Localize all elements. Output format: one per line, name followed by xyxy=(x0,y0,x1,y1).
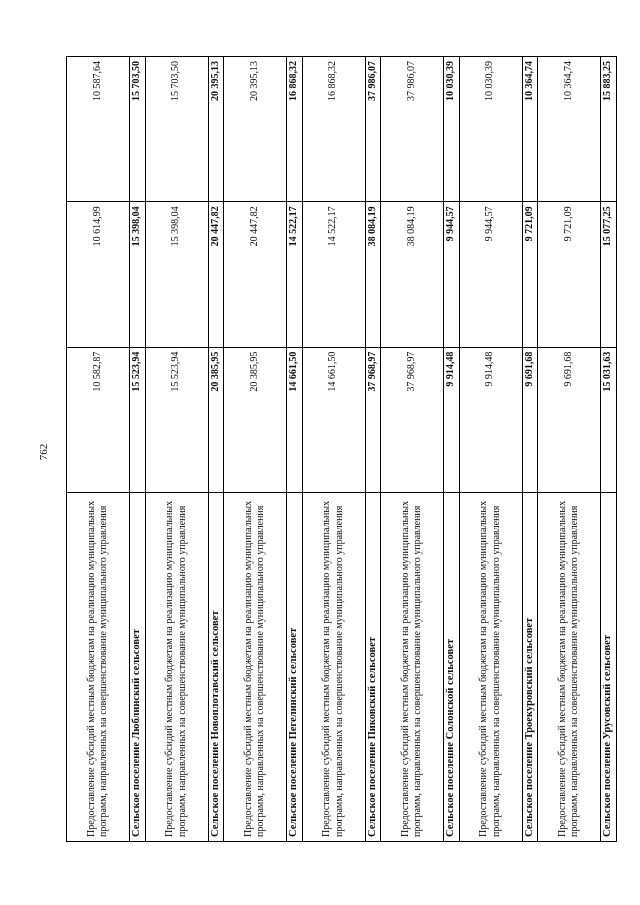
value-2025-cell: 14 522,17 xyxy=(302,202,365,347)
row-name-cell: Предоставление субсидий местным бюджетам на реализацию муниципальных программ, направленных на совершенствование муниципального управления xyxy=(67,493,130,842)
budget-table-rotated xyxy=(66,56,613,842)
value-2025-cell: 38 084,19 xyxy=(381,202,444,347)
value-2026-cell: 10 587,64 xyxy=(67,57,130,202)
value-2026-cell: 20 395,13 xyxy=(224,57,287,202)
settlement-title-row xyxy=(365,57,381,842)
value-2024-cell: 9 691,68 xyxy=(522,347,538,492)
value-2025-cell: 10 614,99 xyxy=(67,202,130,347)
row-name-cell: Предоставление субсидий местным бюджетам на реализацию муниципальных программ, направленных на совершенствование муниципального управления xyxy=(224,493,287,842)
settlement-title-row xyxy=(444,57,460,842)
value-2024-cell: 15 031,63 xyxy=(601,347,617,492)
settlement-title-row xyxy=(130,57,146,842)
subsidy-row xyxy=(145,57,208,842)
settlement-title-row xyxy=(287,57,303,842)
subsidy-row xyxy=(538,57,601,842)
value-2026-cell: 20 395,13 xyxy=(208,57,224,202)
value-2024-cell: 9 914,48 xyxy=(459,347,522,492)
row-name-cell: Сельское поселение Новоплотавский сельсовет xyxy=(208,493,224,842)
value-2026-cell: 15 703,50 xyxy=(130,57,146,202)
subsidy-row xyxy=(302,57,365,842)
row-name-cell: Сельское поселение Пиковский сельсовет xyxy=(365,493,381,842)
value-2026-cell: 37 986,07 xyxy=(365,57,381,202)
value-2026-cell: 10 030,39 xyxy=(444,57,460,202)
row-name-cell: Предоставление субсидий местным бюджетам на реализацию муниципальных программ, направленных на совершенствование муниципального управления xyxy=(381,493,444,842)
row-name-cell: Предоставление субсидий местным бюджетам на реализацию муниципальных программ, направленных на совершенствование муниципального управления xyxy=(538,493,601,842)
value-2025-cell: 20 447,82 xyxy=(208,202,224,347)
subsidy-row xyxy=(459,57,522,842)
value-2024-cell: 37 968,97 xyxy=(381,347,444,492)
subsidy-row xyxy=(224,57,287,842)
row-name-cell: Сельское поселение Солонской сельсовет xyxy=(444,493,460,842)
value-2024-cell: 15 523,94 xyxy=(145,347,208,492)
row-name-cell: Сельское поселение Урусовский сельсовет xyxy=(601,493,617,842)
row-name-cell: Предоставление субсидий местным бюджетам на реализацию муниципальных программ, направленных на совершенствование муниципального управления xyxy=(145,493,208,842)
value-2024-cell: 10 582,87 xyxy=(67,347,130,492)
table-body xyxy=(67,57,617,842)
value-2026-cell: 16 868,32 xyxy=(302,57,365,202)
value-2026-cell: 15 883,25 xyxy=(601,57,617,202)
value-2024-cell: 14 661,50 xyxy=(302,347,365,492)
value-2025-cell: 9 944,57 xyxy=(444,202,460,347)
value-2024-cell: 20 385,95 xyxy=(208,347,224,492)
subsidy-row xyxy=(67,57,130,842)
row-name-cell: Предоставление субсидий местным бюджетам на реализацию муниципальных программ, направленных на совершенствование муниципального управления xyxy=(302,493,365,842)
value-2025-cell: 38 084,19 xyxy=(365,202,381,347)
value-2024-cell: 14 661,50 xyxy=(287,347,303,492)
page-number: 762 xyxy=(38,443,50,461)
value-2026-cell: 16 868,32 xyxy=(287,57,303,202)
subsidy-row xyxy=(381,57,444,842)
value-2024-cell: 15 523,94 xyxy=(130,347,146,492)
budget-table xyxy=(66,56,617,842)
row-name-cell: Сельское поселение Пегелинский сельсовет xyxy=(287,493,303,842)
value-2024-cell: 9 914,48 xyxy=(444,347,460,492)
value-2025-cell: 9 721,09 xyxy=(538,202,601,347)
settlement-title-row xyxy=(601,57,617,842)
value-2024-cell: 9 691,68 xyxy=(538,347,601,492)
value-2026-cell: 37 986,07 xyxy=(381,57,444,202)
value-2026-cell: 10 364,74 xyxy=(522,57,538,202)
value-2024-cell: 37 968,97 xyxy=(365,347,381,492)
value-2025-cell: 20 447,82 xyxy=(224,202,287,347)
value-2024-cell: 20 385,95 xyxy=(224,347,287,492)
value-2025-cell: 15 077,25 xyxy=(601,202,617,347)
value-2026-cell: 10 030,39 xyxy=(459,57,522,202)
settlement-title-row xyxy=(522,57,538,842)
row-name-cell: Сельское поселение Люблинский сельсовет xyxy=(130,493,146,842)
value-2025-cell: 9 944,57 xyxy=(459,202,522,347)
value-2025-cell: 9 721,09 xyxy=(522,202,538,347)
settlement-title-row xyxy=(208,57,224,842)
row-name-cell: Предоставление субсидий местным бюджетам на реализацию муниципальных программ, направленных на совершенствование муниципального управления xyxy=(459,493,522,842)
value-2025-cell: 15 398,04 xyxy=(130,202,146,347)
value-2025-cell: 15 398,04 xyxy=(145,202,208,347)
row-name-cell: Сельское поселение Троекуровский сельсовет xyxy=(522,493,538,842)
value-2026-cell: 15 703,50 xyxy=(145,57,208,202)
value-2025-cell: 14 522,17 xyxy=(287,202,303,347)
value-2026-cell: 10 364,74 xyxy=(538,57,601,202)
